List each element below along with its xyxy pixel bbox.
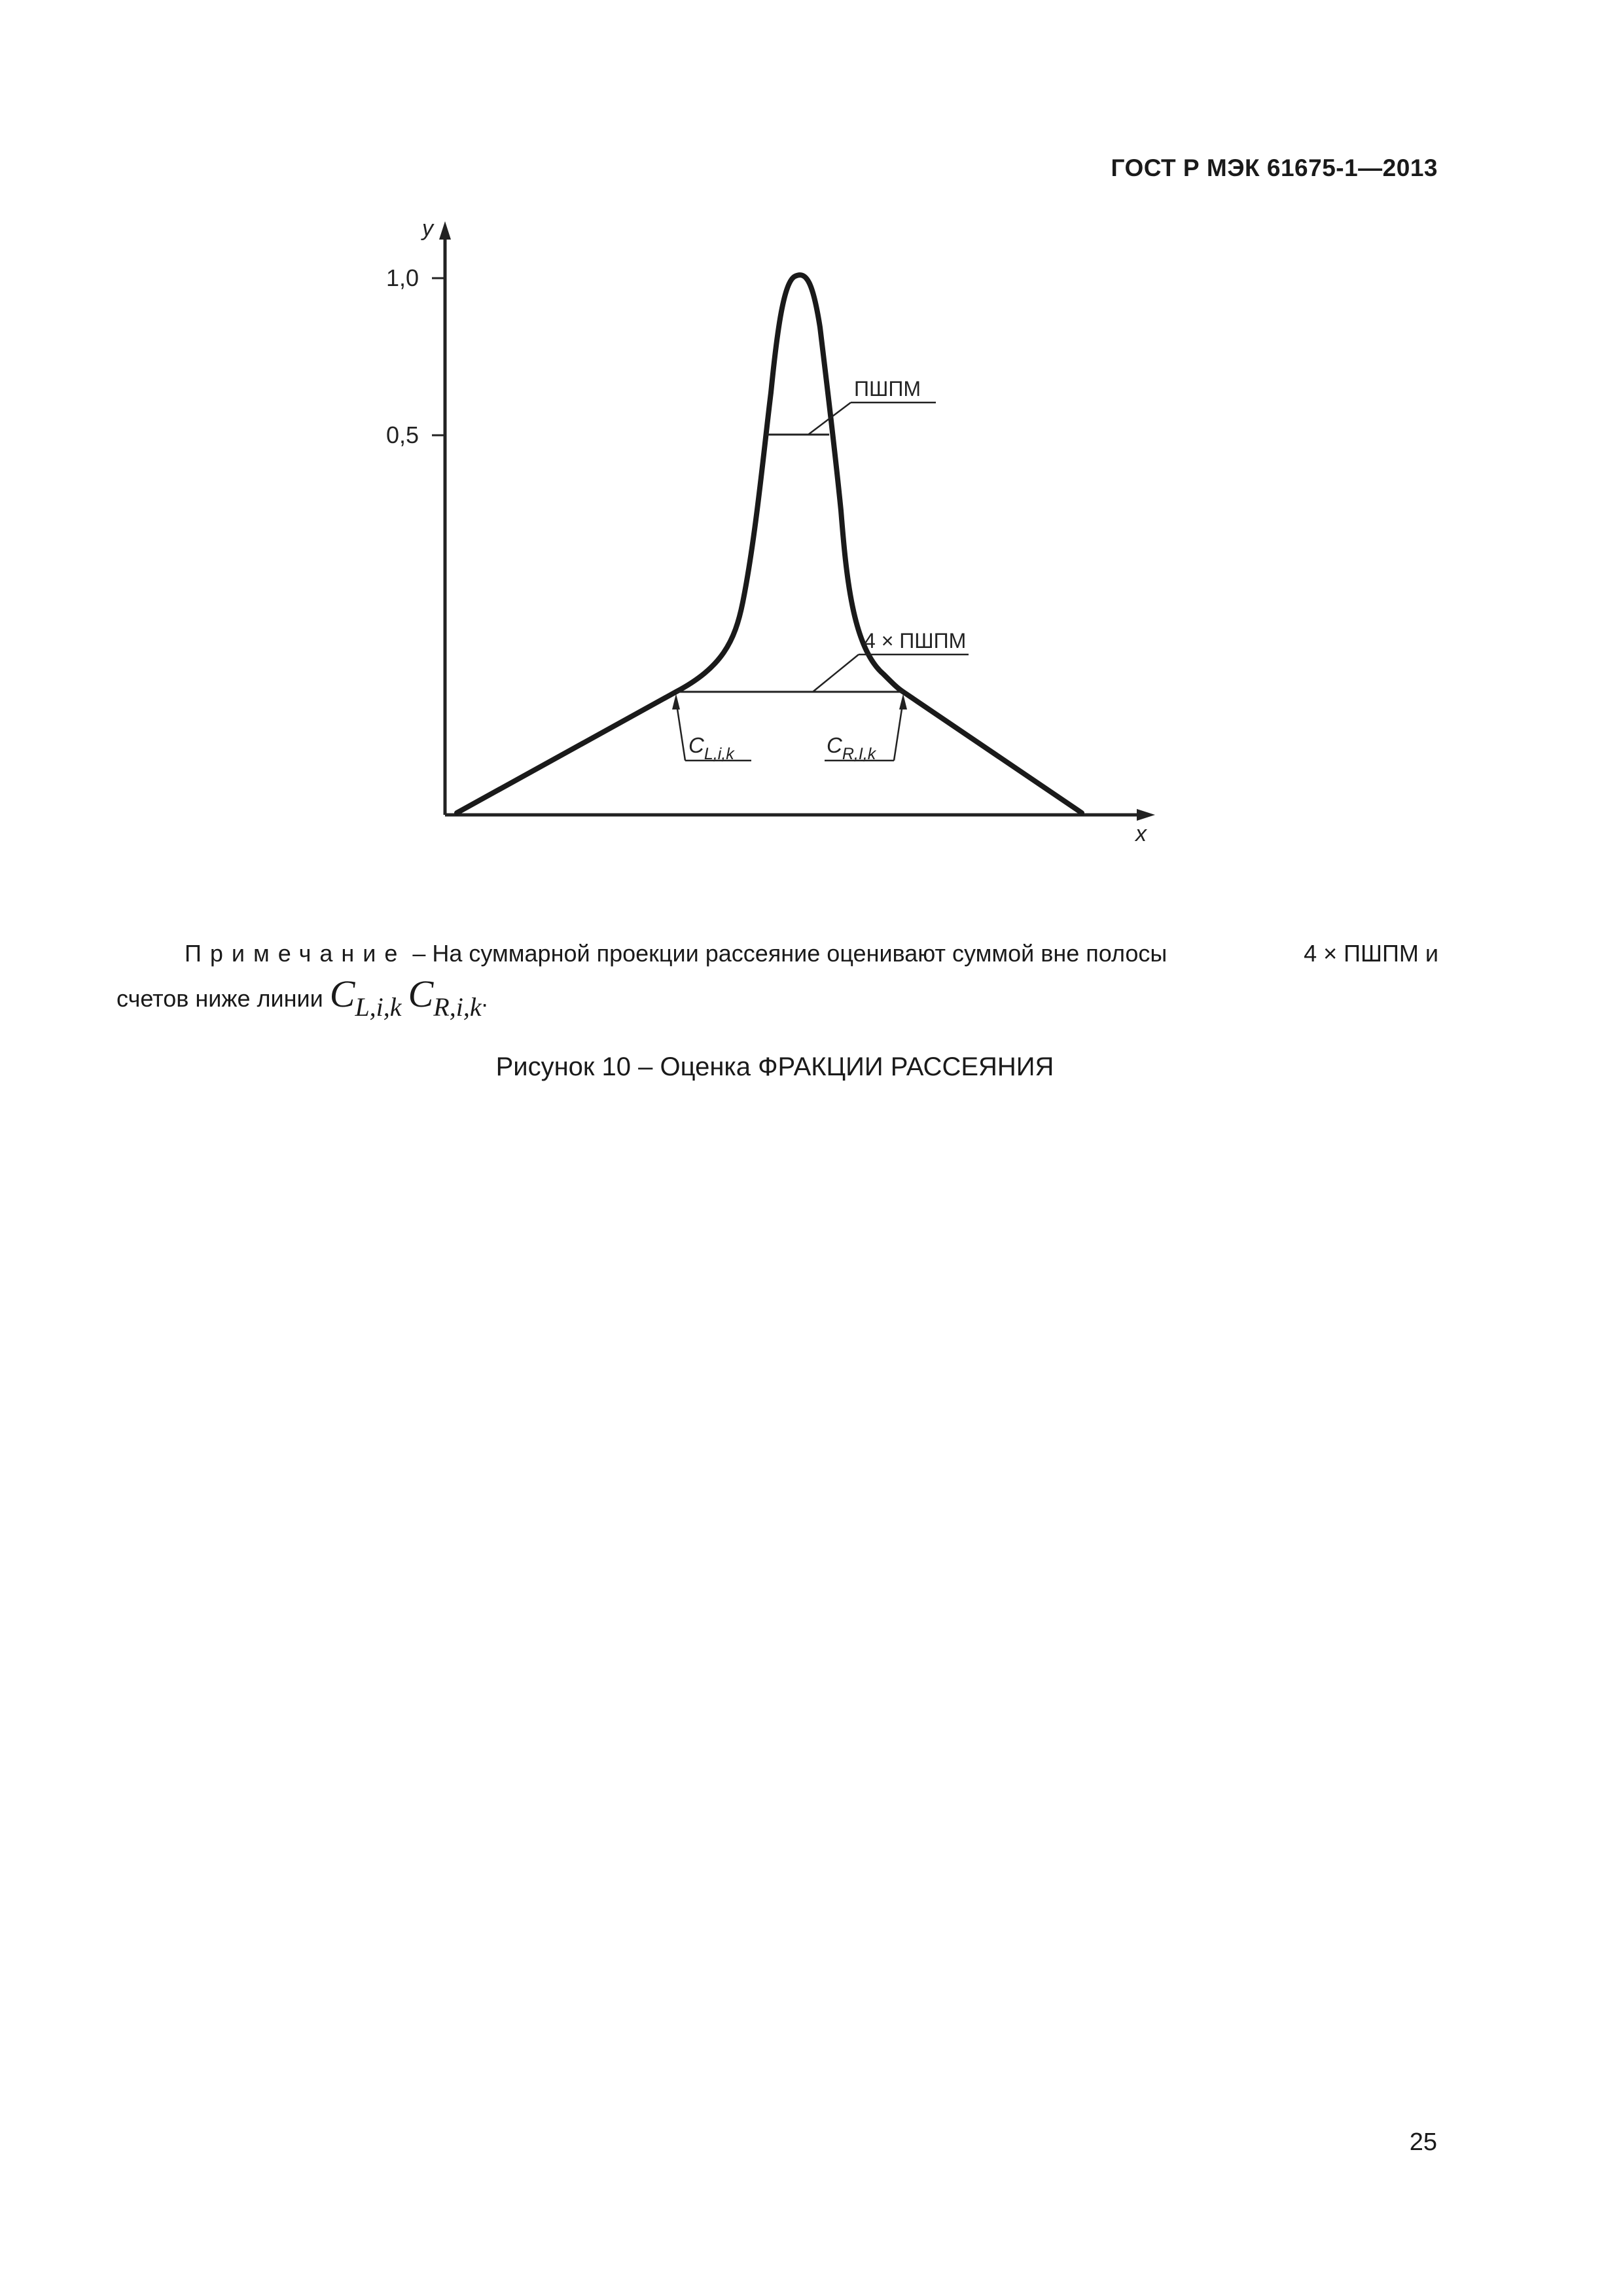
document-header: ГОСТ Р МЭК 61675-1—2013 [1111,154,1438,181]
y-axis-arrow [439,221,451,240]
note-band: 4 × ПШПМ и [1304,940,1438,967]
figure-caption: Рисунок 10 – Оценка ФРАКЦИИ РАССЕЯНИЯ [495,1052,1054,1081]
note-line-1 [116,933,1438,973]
right-line-label: $C_{R,I,k}$ [827,733,876,763]
fwtm-label: 4 × ПШПМ [864,629,967,653]
note-line-2 [116,973,1438,1028]
left-line-label: $C_{L,i,k}$ [688,733,734,763]
y-axis-label: y [422,216,433,241]
y-tick-label-1: 1,0 [386,264,419,291]
x-axis-label: x [1135,821,1147,846]
fwtm-leader [813,655,859,692]
figure-note [116,933,1438,1028]
left-arrow-shaft [676,700,685,761]
page-number: 25 [1409,2128,1437,2156]
fwhm-label: ПШПМ [854,377,921,401]
x-axis-arrow [1137,809,1155,821]
figure-drawing [340,196,1204,864]
right-arrow-shaft [894,700,903,761]
scatter-fraction-figure [340,196,1204,864]
note-symbol-right: $C_{R,i,k}$ [408,973,482,1022]
y-tick-label-05: 0,5 [386,422,419,448]
note-line2-text: счетов ниже линии [116,985,323,1012]
response-curve [457,275,1082,813]
note-lead [185,933,1167,975]
note-end: . [481,985,488,1012]
note-text: – На суммарной проекции рассеяние оценивают суммой вне полосы [412,940,1168,967]
note-symbol-left: $C_{L,i,k}$ [329,973,402,1022]
note-lead-word: Примечание [185,940,406,967]
